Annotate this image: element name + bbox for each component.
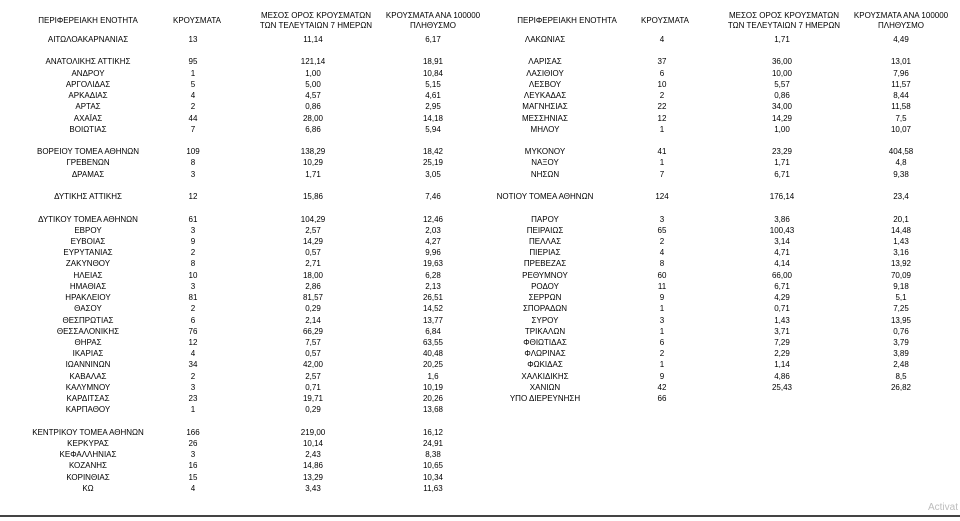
left-row-cases-cell: 13 xyxy=(188,35,198,44)
left-row-avg-cell: 0,29 xyxy=(305,405,321,415)
right-row-region-cell: ΛΑΣΙΘΙΟΥ xyxy=(526,68,564,78)
left-row-avg-cell: 0,86 xyxy=(305,102,321,112)
left-row-avg-cell: 2,86 xyxy=(305,281,321,291)
left-row-per100k-cell: 20,26 xyxy=(422,394,444,403)
right-header-region: ΠΕΡΙΦΕΡΕΙΑΚΗ ΕΝΟΤΗΤΑ xyxy=(517,16,617,25)
left-row-cases-cell: 2 xyxy=(190,102,196,112)
right-row-cases-cell: 42 xyxy=(657,382,667,392)
right-row-region-cell: ΠΡΕΒΕΖΑΣ xyxy=(523,259,567,269)
right-header-avg-line1: ΜΕΣΟΣ ΟΡΟΣ ΚΡΟΥΣΜΑΤΩΝ xyxy=(728,11,840,20)
right-row-cases-cell: 66 xyxy=(657,394,667,403)
right-row-avg-cell: 5,57 xyxy=(774,79,790,89)
right-row-region-cell: ΧΑΛΚΙΔΙΚΗΣ xyxy=(521,371,569,381)
left-row-region-cell: ΘΑΣΟΥ xyxy=(74,304,102,314)
left-row-per100k-cell: 8,38 xyxy=(425,450,441,460)
left-header-per100k-line2: ΠΛΗΘΥΣΜΟ xyxy=(409,21,457,30)
left-row-region-cell: ΚΕΡΚΥΡΑΣ xyxy=(67,438,109,448)
right-row-region-cell: ΦΩΚΙΔΑΣ xyxy=(527,360,563,370)
left-row-per100k-cell: 14,18 xyxy=(422,113,444,123)
right-row-per100k-cell: 23,4 xyxy=(893,192,909,202)
right-row-cases-cell: 3 xyxy=(659,315,665,325)
left-row-avg-cell: 121,14 xyxy=(300,57,326,67)
left-row-avg-cell: 104,29 xyxy=(300,214,326,224)
left-row-region-cell: ΙΩΑΝΝΙΝΩΝ xyxy=(65,360,111,370)
left-row-avg-cell: 11,14 xyxy=(303,35,323,44)
right-row-cases-cell: 8 xyxy=(659,259,665,269)
left-row-per100k-cell: 40,48 xyxy=(422,349,444,359)
left-row-avg-cell: 18,00 xyxy=(302,270,324,280)
right-row-per100k-cell: 3,16 xyxy=(893,248,909,258)
left-row-per100k-cell: 19,63 xyxy=(422,259,444,269)
right-row-per100k-cell: 3,79 xyxy=(893,337,909,347)
right-row-cases-cell: 1 xyxy=(659,304,665,314)
right-row-per100k-cell: 13,95 xyxy=(890,315,912,325)
left-row-cases-cell: 16 xyxy=(188,461,198,471)
left-row-avg-cell: 66,29 xyxy=(302,326,324,336)
right-row-cases-cell: 41 xyxy=(657,147,667,157)
right-header-per100k xyxy=(846,11,956,31)
left-row-avg-cell: 14,29 xyxy=(302,237,324,246)
left-row-per100k-cell: 26,51 xyxy=(422,293,444,303)
right-row-cases-cell: 10 xyxy=(657,79,667,89)
right-header-avg xyxy=(714,11,854,31)
bottom-rule xyxy=(0,515,960,517)
right-row-avg-cell: 0,86 xyxy=(774,91,790,101)
left-row-avg-cell: 5,00 xyxy=(305,79,321,89)
left-row-cases-cell: 12 xyxy=(188,192,198,202)
right-row-per100k-cell: 10,07 xyxy=(890,124,912,134)
left-row-region-cell: ΑΧΑΪΑΣ xyxy=(73,113,103,123)
left-row-cases-cell: 26 xyxy=(188,438,198,448)
right-row-cases-cell: 2 xyxy=(659,237,665,246)
right-row-per100k-cell: 5,1 xyxy=(895,293,907,303)
left-row-cases-cell: 95 xyxy=(188,57,198,67)
left-row-avg-cell: 28,00 xyxy=(302,113,324,123)
right-row-avg-cell: 23,29 xyxy=(771,147,793,157)
left-row-avg-cell: 0,57 xyxy=(305,349,321,359)
right-row-region-cell: ΛΑΡΙΣΑΣ xyxy=(528,57,562,67)
left-row-region-cell: ΚΕΝΤΡΙΚΟΥ ΤΟΜΕΑ ΑΘΗΝΩΝ xyxy=(32,427,144,437)
right-header-avg-line2: ΤΩΝ ΤΕΛΕΥΤΑΙΩΝ 7 ΗΜΕΡΩΝ xyxy=(727,21,841,30)
right-row-region-cell: ΥΠΟ ΔΙΕΡΕΥΝΗΣΗ xyxy=(509,394,581,403)
left-row-per100k-cell: 25,19 xyxy=(422,158,444,168)
left-header-per100k-line1: ΚΡΟΥΣΜΑΤΑ ΑΝΑ 100000 xyxy=(385,11,481,20)
right-row-avg-cell: 4,86 xyxy=(774,371,790,381)
left-row-per100k-cell: 18,91 xyxy=(422,57,444,67)
right-row-avg-cell: 1,00 xyxy=(774,124,790,134)
right-row-cases-cell: 4 xyxy=(659,35,665,44)
left-row-region-cell: ΕΒΡΟΥ xyxy=(74,225,102,235)
right-row-cases-cell: 1 xyxy=(659,360,665,370)
left-row-cases-cell: 5 xyxy=(190,79,196,89)
left-row-per100k-cell: 18,42 xyxy=(422,147,444,157)
left-row-per100k-cell: 63,55 xyxy=(422,337,444,347)
left-row-cases-cell: 3 xyxy=(190,225,196,235)
left-row-region-cell: ΔΥΤΙΚΗΣ ΑΤΤΙΚΗΣ xyxy=(54,192,122,202)
left-row-cases-cell: 1 xyxy=(190,68,196,78)
left-row-cases-cell: 2 xyxy=(190,304,196,314)
right-row-region-cell: ΜΥΚΟΝΟΥ xyxy=(524,147,566,157)
right-row-cases-cell: 124 xyxy=(655,192,669,202)
left-header-per100k xyxy=(378,11,488,31)
left-row-avg-cell: 2,71 xyxy=(305,259,321,269)
right-row-region-cell: ΤΡΙΚΑΛΩΝ xyxy=(524,326,566,336)
left-row-per100k-cell: 16,12 xyxy=(422,427,444,437)
left-row-cases-cell: 109 xyxy=(186,147,200,157)
left-row-region-cell: ΚΩ xyxy=(82,483,94,493)
right-header-cases: ΚΡΟΥΣΜΑΤΑ xyxy=(641,16,689,25)
left-header-avg-line1: ΜΕΣΟΣ ΟΡΟΣ ΚΡΟΥΣΜΑΤΩΝ xyxy=(260,11,372,20)
right-row-region-cell: ΣΥΡΟΥ xyxy=(531,315,559,325)
left-row-avg-cell: 15,86 xyxy=(302,192,324,202)
left-header-region: ΠΕΡΙΦΕΡΕΙΑΚΗ ΕΝΟΤΗΤΑ xyxy=(38,16,138,25)
right-row-region-cell: ΠΙΕΡΙΑΣ xyxy=(529,248,561,258)
left-row-region-cell: ΗΡΑΚΛΕΙΟΥ xyxy=(65,293,111,303)
right-row-cases-cell: 60 xyxy=(657,270,667,280)
left-row-region-cell: ΔΥΤΙΚΟΥ ΤΟΜΕΑ ΑΘΗΝΩΝ xyxy=(38,214,138,224)
right-row-cases-cell: 4 xyxy=(659,248,665,258)
right-row-region-cell: ΜΗΛΟΥ xyxy=(530,124,560,134)
left-row-region-cell: ΒΟΙΩΤΙΑΣ xyxy=(69,124,107,134)
left-row-cases-cell: 12 xyxy=(188,337,198,347)
right-row-region-cell: ΛΕΥΚΑΔΑΣ xyxy=(523,91,567,101)
left-row-per100k-cell: 10,65 xyxy=(422,461,444,471)
left-row-cases-cell: 34 xyxy=(188,360,198,370)
left-row-cases-cell: 4 xyxy=(190,349,196,359)
right-row-per100k-cell: 4,49 xyxy=(893,35,909,44)
left-row-cases-cell: 10 xyxy=(188,270,198,280)
left-header-avg xyxy=(246,11,386,31)
left-row-cases-cell: 61 xyxy=(188,214,198,224)
left-row-region-cell: ΙΚΑΡΙΑΣ xyxy=(72,349,104,359)
right-row-region-cell: ΝΑΞΟΥ xyxy=(531,158,559,168)
left-row-avg-cell: 81,57 xyxy=(302,293,324,303)
right-row-per100k-cell: 8,44 xyxy=(893,91,909,101)
left-row-cases-cell: 2 xyxy=(190,371,196,381)
right-row-avg-cell: 3,71 xyxy=(774,326,790,336)
left-row-region-cell: ΘΕΣΣΑΛΟΝΙΚΗΣ xyxy=(56,326,120,336)
left-row-per100k-cell: 6,17 xyxy=(425,35,441,44)
right-row-cases-cell: 2 xyxy=(659,349,665,359)
left-row-cases-cell: 44 xyxy=(188,113,198,123)
left-row-avg-cell: 0,57 xyxy=(305,248,321,258)
right-row-cases-cell: 1 xyxy=(659,158,665,168)
right-row-region-cell: ΡΟΔΟΥ xyxy=(531,281,559,291)
right-row-avg-cell: 4,29 xyxy=(774,293,790,303)
right-header-per100k-line1: ΚΡΟΥΣΜΑΤΑ ΑΝΑ 100000 xyxy=(853,11,949,20)
left-row-region-cell: ΚΟΖΑΝΗΣ xyxy=(68,461,108,471)
right-row-per100k-cell: 7,5 xyxy=(895,113,907,123)
right-row-region-cell: ΠΑΡΟΥ xyxy=(531,214,559,224)
right-row-cases-cell: 12 xyxy=(657,113,667,123)
left-row-per100k-cell: 5,15 xyxy=(425,79,441,89)
left-row-region-cell: ΚΑΡΠΑΘΟΥ xyxy=(65,405,111,415)
left-row-per100k-cell: 10,19 xyxy=(422,382,444,392)
right-row-cases-cell: 7 xyxy=(659,169,665,179)
left-row-avg-cell: 13,29 xyxy=(302,472,324,482)
left-row-cases-cell: 3 xyxy=(190,169,196,179)
left-row-avg-cell: 2,43 xyxy=(305,450,321,460)
left-row-per100k-cell: 4,61 xyxy=(425,91,441,101)
right-row-per100k-cell: 3,89 xyxy=(893,349,909,359)
right-row-avg-cell: 66,00 xyxy=(771,270,793,280)
right-row-per100k-cell: 1,43 xyxy=(893,237,909,246)
left-row-avg-cell: 42,00 xyxy=(302,360,324,370)
right-row-per100k-cell: 2,48 xyxy=(893,360,909,370)
right-row-cases-cell: 11 xyxy=(657,281,667,291)
left-row-region-cell: ΖΑΚΥΝΘΟΥ xyxy=(65,259,111,269)
right-row-cases-cell: 37 xyxy=(657,57,667,67)
left-row-cases-cell: 3 xyxy=(190,382,196,392)
right-row-avg-cell: 100,43 xyxy=(769,225,795,235)
right-row-per100k-cell: 9,18 xyxy=(893,281,909,291)
right-row-region-cell: ΦΛΩΡΙΝΑΣ xyxy=(524,349,566,359)
left-row-per100k-cell: 9,96 xyxy=(425,248,441,258)
left-row-per100k-cell: 14,52 xyxy=(422,304,444,314)
right-row-per100k-cell: 14,48 xyxy=(890,225,912,235)
right-row-cases-cell: 3 xyxy=(659,214,665,224)
left-row-cases-cell: 4 xyxy=(190,91,196,101)
left-row-per100k-cell: 1,6 xyxy=(427,371,439,381)
left-row-per100k-cell: 3,05 xyxy=(425,169,441,179)
right-row-per100k-cell: 13,92 xyxy=(890,259,912,269)
right-row-avg-cell: 2,29 xyxy=(774,349,790,359)
left-row-region-cell: ΑΝΑΤΟΛΙΚΗΣ ΑΤΤΙΚΗΣ xyxy=(45,57,131,67)
right-row-avg-cell: 6,71 xyxy=(774,169,790,179)
left-row-cases-cell: 3 xyxy=(190,450,196,460)
left-row-region-cell: ΚΕΦΑΛΛΗΝΙΑΣ xyxy=(59,450,117,460)
right-row-per100k-cell: 70,09 xyxy=(890,270,912,280)
right-row-avg-cell: 1,14 xyxy=(774,360,790,370)
left-row-region-cell: ΗΛΕΙΑΣ xyxy=(73,270,103,280)
right-row-avg-cell: 176,14 xyxy=(769,192,795,202)
right-row-cases-cell: 9 xyxy=(659,293,665,303)
left-row-region-cell: ΑΡΓΟΛΙΔΑΣ xyxy=(65,79,111,89)
right-row-region-cell: ΝΟΤΙΟΥ ΤΟΜΕΑ ΑΘΗΝΩΝ xyxy=(496,192,594,202)
right-row-avg-cell: 3,86 xyxy=(774,214,790,224)
left-row-region-cell: ΒΟΡΕΙΟΥ ΤΟΜΕΑ ΑΘΗΝΩΝ xyxy=(36,147,140,157)
right-row-avg-cell: 25,43 xyxy=(771,382,793,392)
left-row-region-cell: ΕΥΡΥΤΑΝΙΑΣ xyxy=(63,248,113,258)
left-header-avg-line2: ΤΩΝ ΤΕΛΕΥΤΑΙΩΝ 7 ΗΜΕΡΩΝ xyxy=(259,21,373,30)
left-row-region-cell: ΕΥΒΟΙΑΣ xyxy=(70,237,106,246)
right-row-avg-cell: 1,43 xyxy=(774,315,790,325)
left-row-avg-cell: 19,71 xyxy=(302,394,324,403)
right-row-region-cell: ΧΑΝΙΩΝ xyxy=(529,382,561,392)
left-row-cases-cell: 8 xyxy=(190,158,196,168)
left-row-per100k-cell: 13,77 xyxy=(422,315,444,325)
right-row-per100k-cell: 11,57 xyxy=(891,79,911,89)
right-row-region-cell: ΛΑΚΩΝΙΑΣ xyxy=(524,35,566,44)
left-row-cases-cell: 3 xyxy=(190,281,196,291)
right-row-per100k-cell: 404,58 xyxy=(888,147,914,157)
left-row-cases-cell: 9 xyxy=(190,237,196,246)
left-row-region-cell: ΗΜΑΘΙΑΣ xyxy=(69,281,107,291)
left-row-avg-cell: 4,57 xyxy=(305,91,321,101)
left-row-cases-cell: 23 xyxy=(188,394,198,403)
left-header-cases: ΚΡΟΥΣΜΑΤΑ xyxy=(173,16,221,25)
left-row-avg-cell: 0,29 xyxy=(305,304,321,314)
right-row-cases-cell: 6 xyxy=(659,337,665,347)
left-row-region-cell: ΑΝΔΡΟΥ xyxy=(71,68,105,78)
right-row-per100k-cell: 7,25 xyxy=(893,304,909,314)
left-row-avg-cell: 0,71 xyxy=(305,382,321,392)
left-row-per100k-cell: 6,28 xyxy=(425,270,441,280)
right-row-avg-cell: 14,29 xyxy=(771,113,793,123)
right-row-region-cell: ΜΕΣΣΗΝΙΑΣ xyxy=(522,113,568,123)
left-row-cases-cell: 76 xyxy=(188,326,198,336)
right-header-per100k-line2: ΠΛΗΘΥΣΜΟ xyxy=(877,21,925,30)
left-row-avg-cell: 138,29 xyxy=(300,147,326,157)
right-row-region-cell: ΡΕΘΥΜΝΟΥ xyxy=(522,270,568,280)
left-row-region-cell: ΘΕΣΠΡΩΤΙΑΣ xyxy=(62,315,114,325)
right-row-per100k-cell: 8,5 xyxy=(895,371,907,381)
right-row-avg-cell: 7,29 xyxy=(774,337,790,347)
left-row-cases-cell: 8 xyxy=(190,259,196,269)
right-row-cases-cell: 1 xyxy=(659,124,665,134)
right-row-region-cell: ΠΕΙΡΑΙΩΣ xyxy=(526,225,564,235)
right-row-region-cell: ΣΕΡΡΩΝ xyxy=(528,293,562,303)
left-row-region-cell: ΚΑΡΔΙΤΣΑΣ xyxy=(66,394,110,403)
left-row-cases-cell: 6 xyxy=(190,315,196,325)
left-row-avg-cell: 2,57 xyxy=(305,225,321,235)
right-row-region-cell: ΦΘΙΩΤΙΔΑΣ xyxy=(523,337,567,347)
left-row-region-cell: ΑΡΤΑΣ xyxy=(75,102,101,112)
left-row-per100k-cell: 10,34 xyxy=(422,472,444,482)
left-row-region-cell: ΓΡΕΒΕΝΩΝ xyxy=(66,158,110,168)
right-row-per100k-cell: 20,1 xyxy=(893,214,909,224)
left-row-avg-cell: 219,00 xyxy=(300,427,326,437)
right-row-avg-cell: 0,71 xyxy=(774,304,790,314)
right-row-per100k-cell: 4,8 xyxy=(895,158,907,168)
left-row-avg-cell: 1,71 xyxy=(305,169,321,179)
right-row-region-cell: ΛΕΣΒΟΥ xyxy=(528,79,562,89)
left-row-region-cell: ΘΗΡΑΣ xyxy=(74,337,102,347)
left-row-region-cell: ΚΟΡΙΝΘΙΑΣ xyxy=(66,472,110,482)
right-row-cases-cell: 65 xyxy=(657,225,667,235)
left-row-region-cell: ΚΑΒΑΛΑΣ xyxy=(69,371,107,381)
right-row-cases-cell: 6 xyxy=(659,68,665,78)
left-row-per100k-cell: 4,27 xyxy=(425,237,441,246)
left-row-per100k-cell: 12,46 xyxy=(422,214,444,224)
right-row-avg-cell: 3,14 xyxy=(774,237,790,246)
right-row-region-cell: ΝΗΣΩΝ xyxy=(530,169,560,179)
right-row-avg-cell: 6,71 xyxy=(774,281,790,291)
left-row-per100k-cell: 24,91 xyxy=(422,438,444,448)
left-row-avg-cell: 2,57 xyxy=(305,371,321,381)
right-row-cases-cell: 9 xyxy=(659,371,665,381)
left-row-avg-cell: 14,86 xyxy=(302,461,324,471)
right-row-per100k-cell: 7,96 xyxy=(893,68,909,78)
left-row-avg-cell: 3,43 xyxy=(305,483,321,493)
left-row-region-cell: ΚΑΛΥΜΝΟΥ xyxy=(65,382,111,392)
left-row-cases-cell: 7 xyxy=(190,124,196,134)
left-row-avg-cell: 10,14 xyxy=(302,438,324,448)
left-row-per100k-cell: 2,03 xyxy=(425,225,441,235)
left-row-per100k-cell: 13,68 xyxy=(422,405,444,415)
right-row-cases-cell: 22 xyxy=(657,102,667,112)
left-row-cases-cell: 1 xyxy=(190,405,196,415)
right-row-per100k-cell: 13,01 xyxy=(890,57,912,67)
right-row-avg-cell: 1,71 xyxy=(774,158,790,168)
right-row-avg-cell: 34,00 xyxy=(771,102,793,112)
left-row-region-cell: ΑΙΤΩΛΟΑΚΑΡΝΑΝΙΑΣ xyxy=(47,35,129,44)
right-row-region-cell: ΠΕΛΛΑΣ xyxy=(528,237,562,246)
left-row-per100k-cell: 6,84 xyxy=(425,326,441,336)
right-row-cases-cell: 2 xyxy=(659,91,665,101)
left-row-cases-cell: 15 xyxy=(188,472,198,482)
right-row-avg-cell: 4,14 xyxy=(774,259,790,269)
right-row-per100k-cell: 9,38 xyxy=(893,169,909,179)
right-row-region-cell: ΣΠΟΡΑΔΩΝ xyxy=(522,304,568,314)
left-row-avg-cell: 1,00 xyxy=(305,68,321,78)
right-row-avg-cell: 36,00 xyxy=(771,57,793,67)
left-row-per100k-cell: 2,13 xyxy=(425,281,441,291)
left-row-avg-cell: 6,86 xyxy=(305,124,321,134)
left-row-region-cell: ΔΡΑΜΑΣ xyxy=(71,169,105,179)
right-row-avg-cell: 10,00 xyxy=(771,68,793,78)
right-row-region-cell: ΜΑΓΝΗΣΙΑΣ xyxy=(522,102,568,112)
left-row-cases-cell: 166 xyxy=(186,427,200,437)
left-row-avg-cell: 7,57 xyxy=(305,337,321,347)
left-row-avg-cell: 10,29 xyxy=(302,158,324,168)
left-row-per100k-cell: 11,63 xyxy=(423,483,443,493)
right-row-cases-cell: 1 xyxy=(659,326,665,336)
right-row-per100k-cell: 26,82 xyxy=(890,382,912,392)
left-row-per100k-cell: 20,25 xyxy=(422,360,444,370)
right-row-avg-cell: 1,71 xyxy=(774,35,790,44)
left-row-per100k-cell: 10,84 xyxy=(422,68,444,78)
left-row-cases-cell: 2 xyxy=(190,248,196,258)
watermark-text: Activat xyxy=(927,502,958,513)
left-row-per100k-cell: 7,46 xyxy=(425,192,441,202)
left-row-region-cell: ΑΡΚΑΔΙΑΣ xyxy=(68,91,108,101)
right-row-per100k-cell: 0,76 xyxy=(893,326,909,336)
left-row-avg-cell: 2,14 xyxy=(305,315,321,325)
left-row-per100k-cell: 5,94 xyxy=(425,124,441,134)
left-row-cases-cell: 81 xyxy=(188,293,198,303)
right-row-avg-cell: 4,71 xyxy=(774,248,790,258)
left-row-cases-cell: 4 xyxy=(190,483,196,493)
left-row-per100k-cell: 2,95 xyxy=(425,102,441,112)
right-row-per100k-cell: 11,58 xyxy=(891,102,911,112)
